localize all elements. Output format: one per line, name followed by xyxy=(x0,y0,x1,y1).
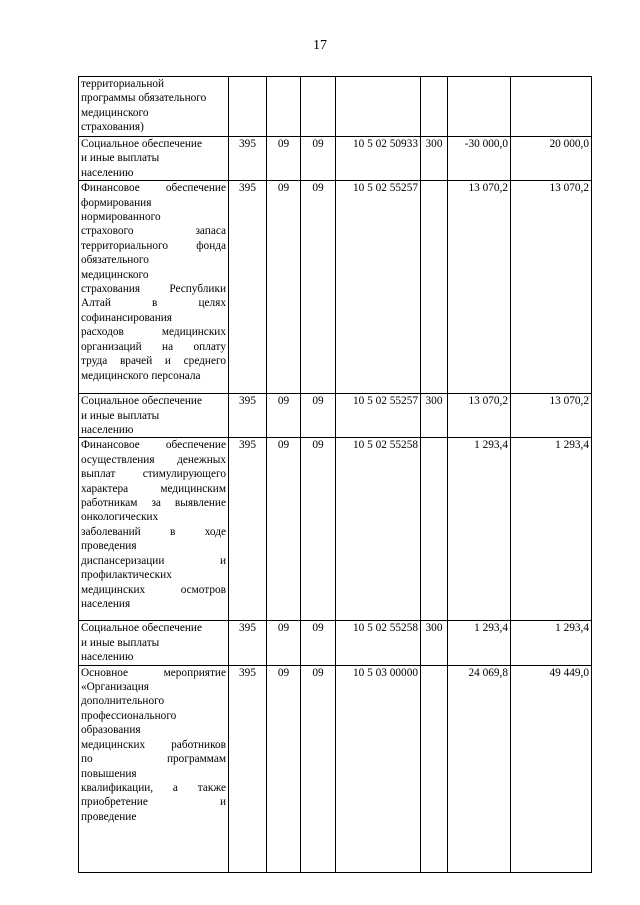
target-article-cell xyxy=(336,77,421,137)
section-code-cell: 09 xyxy=(267,621,301,665)
section-code-cell: 09 xyxy=(267,394,301,438)
admin-code-cell: 395 xyxy=(229,665,267,872)
expense-type-cell: 300 xyxy=(421,137,448,181)
description-line: работникам за выявление xyxy=(81,497,226,510)
section-code-cell xyxy=(267,77,301,137)
description-line: дополнительного xyxy=(81,695,165,708)
description-line: и иные выплаты xyxy=(81,636,160,649)
row-description xyxy=(79,77,229,137)
description-line: населения xyxy=(81,597,131,610)
description-line: страхования) xyxy=(81,121,144,134)
table-row xyxy=(79,438,592,621)
admin-code-cell: 395 xyxy=(229,438,267,621)
description-line: медицинских работников xyxy=(81,738,226,751)
subsection-code-cell: 09 xyxy=(301,438,336,621)
table-row xyxy=(79,181,592,394)
expense-type-cell: 300 xyxy=(421,394,448,438)
amount-change-cell xyxy=(448,77,511,137)
admin-code-cell: 395 xyxy=(229,394,267,438)
target-article-cell: 10 5 02 50933 xyxy=(336,137,421,181)
description-line: профилактических xyxy=(81,569,172,582)
description-line: повышения xyxy=(81,767,137,780)
description-line: осуществления денежных xyxy=(81,453,226,466)
description-line: Социальное обеспечение xyxy=(81,622,202,635)
page-number: 17 xyxy=(313,38,327,53)
expense-type-cell: 300 xyxy=(421,621,448,665)
description-line: профессионального xyxy=(81,709,177,722)
description-line: формирования xyxy=(81,196,152,209)
expense-type-cell xyxy=(421,77,448,137)
expense-type-cell xyxy=(421,181,448,394)
description-line: медицинского xyxy=(81,106,149,119)
row-description xyxy=(79,137,229,181)
row-description xyxy=(79,394,229,438)
description-line: по программам xyxy=(81,753,226,766)
target-article-cell: 10 5 03 00000 xyxy=(336,665,421,872)
amount-total-cell: 20 000,0 xyxy=(511,137,592,181)
target-article-cell: 10 5 02 55258 xyxy=(336,621,421,665)
description-line: труда врачей и среднего xyxy=(81,355,226,368)
description-line: «Организация xyxy=(81,681,149,694)
row-description xyxy=(79,621,229,665)
description-line: диспансеризации и xyxy=(81,554,226,567)
target-article-cell: 10 5 02 55257 xyxy=(336,181,421,394)
amount-total-cell: 1 293,4 xyxy=(511,621,592,665)
row-description xyxy=(79,665,229,872)
description-line: территориальной xyxy=(81,78,165,90)
description-line: заболеваний в ходе xyxy=(81,525,226,538)
table-row xyxy=(79,77,592,137)
subsection-code-cell: 09 xyxy=(301,394,336,438)
table-row xyxy=(79,137,592,181)
amount-change-cell: 1 293,4 xyxy=(448,438,511,621)
section-code-cell: 09 xyxy=(267,665,301,872)
description-line: и иные выплаты xyxy=(81,409,160,422)
amount-total-cell: 1 293,4 xyxy=(511,438,592,621)
amount-change-cell: -30 000,0 xyxy=(448,137,511,181)
description-line: квалификации, а также xyxy=(81,781,226,794)
amount-change-cell: 1 293,4 xyxy=(448,621,511,665)
row-description xyxy=(79,438,229,621)
description-line: населению xyxy=(81,651,134,664)
description-line: территориального фонда xyxy=(81,239,226,252)
admin-code-cell xyxy=(229,77,267,137)
amount-total-cell: 13 070,2 xyxy=(511,394,592,438)
description-line: Финансовое обеспечение xyxy=(81,439,226,452)
expense-type-cell xyxy=(421,438,448,621)
admin-code-cell: 395 xyxy=(229,181,267,394)
table-row xyxy=(79,394,592,438)
description-line: расходов медицинских xyxy=(81,326,226,339)
description-line: проведение xyxy=(81,810,137,823)
subsection-code-cell: 09 xyxy=(301,137,336,181)
description-line: софинансирования xyxy=(81,311,172,324)
admin-code-cell: 395 xyxy=(229,137,267,181)
description-line: медицинского персонала xyxy=(81,369,201,382)
description-line: Социальное обеспечение xyxy=(81,138,202,150)
subsection-code-cell xyxy=(301,77,336,137)
description-line: Социальное обеспечение xyxy=(81,395,202,408)
description-line: программы обязательного xyxy=(81,92,207,105)
amount-change-cell: 13 070,2 xyxy=(448,394,511,438)
section-code-cell: 09 xyxy=(267,438,301,621)
description-line: и иные выплаты xyxy=(81,152,160,165)
description-line: обязательного xyxy=(81,254,149,267)
description-line: медицинских осмотров xyxy=(81,583,226,596)
section-code-cell: 09 xyxy=(267,137,301,181)
description-line: выплат стимулирующего xyxy=(81,468,226,481)
amount-total-cell xyxy=(511,77,592,137)
amount-change-cell: 24 069,8 xyxy=(448,665,511,872)
expense-type-cell xyxy=(421,665,448,872)
description-line: образования xyxy=(81,724,141,737)
description-line: онкологических xyxy=(81,511,159,524)
description-line: населению xyxy=(81,166,134,179)
section-code-cell: 09 xyxy=(267,181,301,394)
description-line: Основное мероприятие xyxy=(81,666,226,679)
description-line: Алтай в целях xyxy=(81,297,226,310)
description-line: страхования Республики xyxy=(81,283,226,296)
description-line: медицинского xyxy=(81,268,149,281)
description-line: приобретение и xyxy=(81,796,226,809)
subsection-code-cell: 09 xyxy=(301,621,336,665)
amount-total-cell: 49 449,0 xyxy=(511,665,592,872)
description-line: страхового запаса xyxy=(81,225,226,238)
description-line: характера медицинским xyxy=(81,482,226,495)
amount-total-cell: 13 070,2 xyxy=(511,181,592,394)
table-row xyxy=(79,621,592,665)
amount-change-cell: 13 070,2 xyxy=(448,181,511,394)
subsection-code-cell: 09 xyxy=(301,181,336,394)
target-article-cell: 10 5 02 55258 xyxy=(336,438,421,621)
subsection-code-cell: 09 xyxy=(301,665,336,872)
table-row xyxy=(79,665,592,872)
target-article-cell: 10 5 02 55257 xyxy=(336,394,421,438)
admin-code-cell: 395 xyxy=(229,621,267,665)
description-line: населению xyxy=(81,424,134,437)
description-line: нормированного xyxy=(81,211,161,224)
row-description xyxy=(79,181,229,394)
description-line: Финансовое обеспечение xyxy=(81,182,226,195)
table-body xyxy=(79,77,592,873)
budget-table xyxy=(78,76,592,873)
description-line: организаций на оплату xyxy=(81,340,226,353)
description-line: проведения xyxy=(81,540,137,553)
